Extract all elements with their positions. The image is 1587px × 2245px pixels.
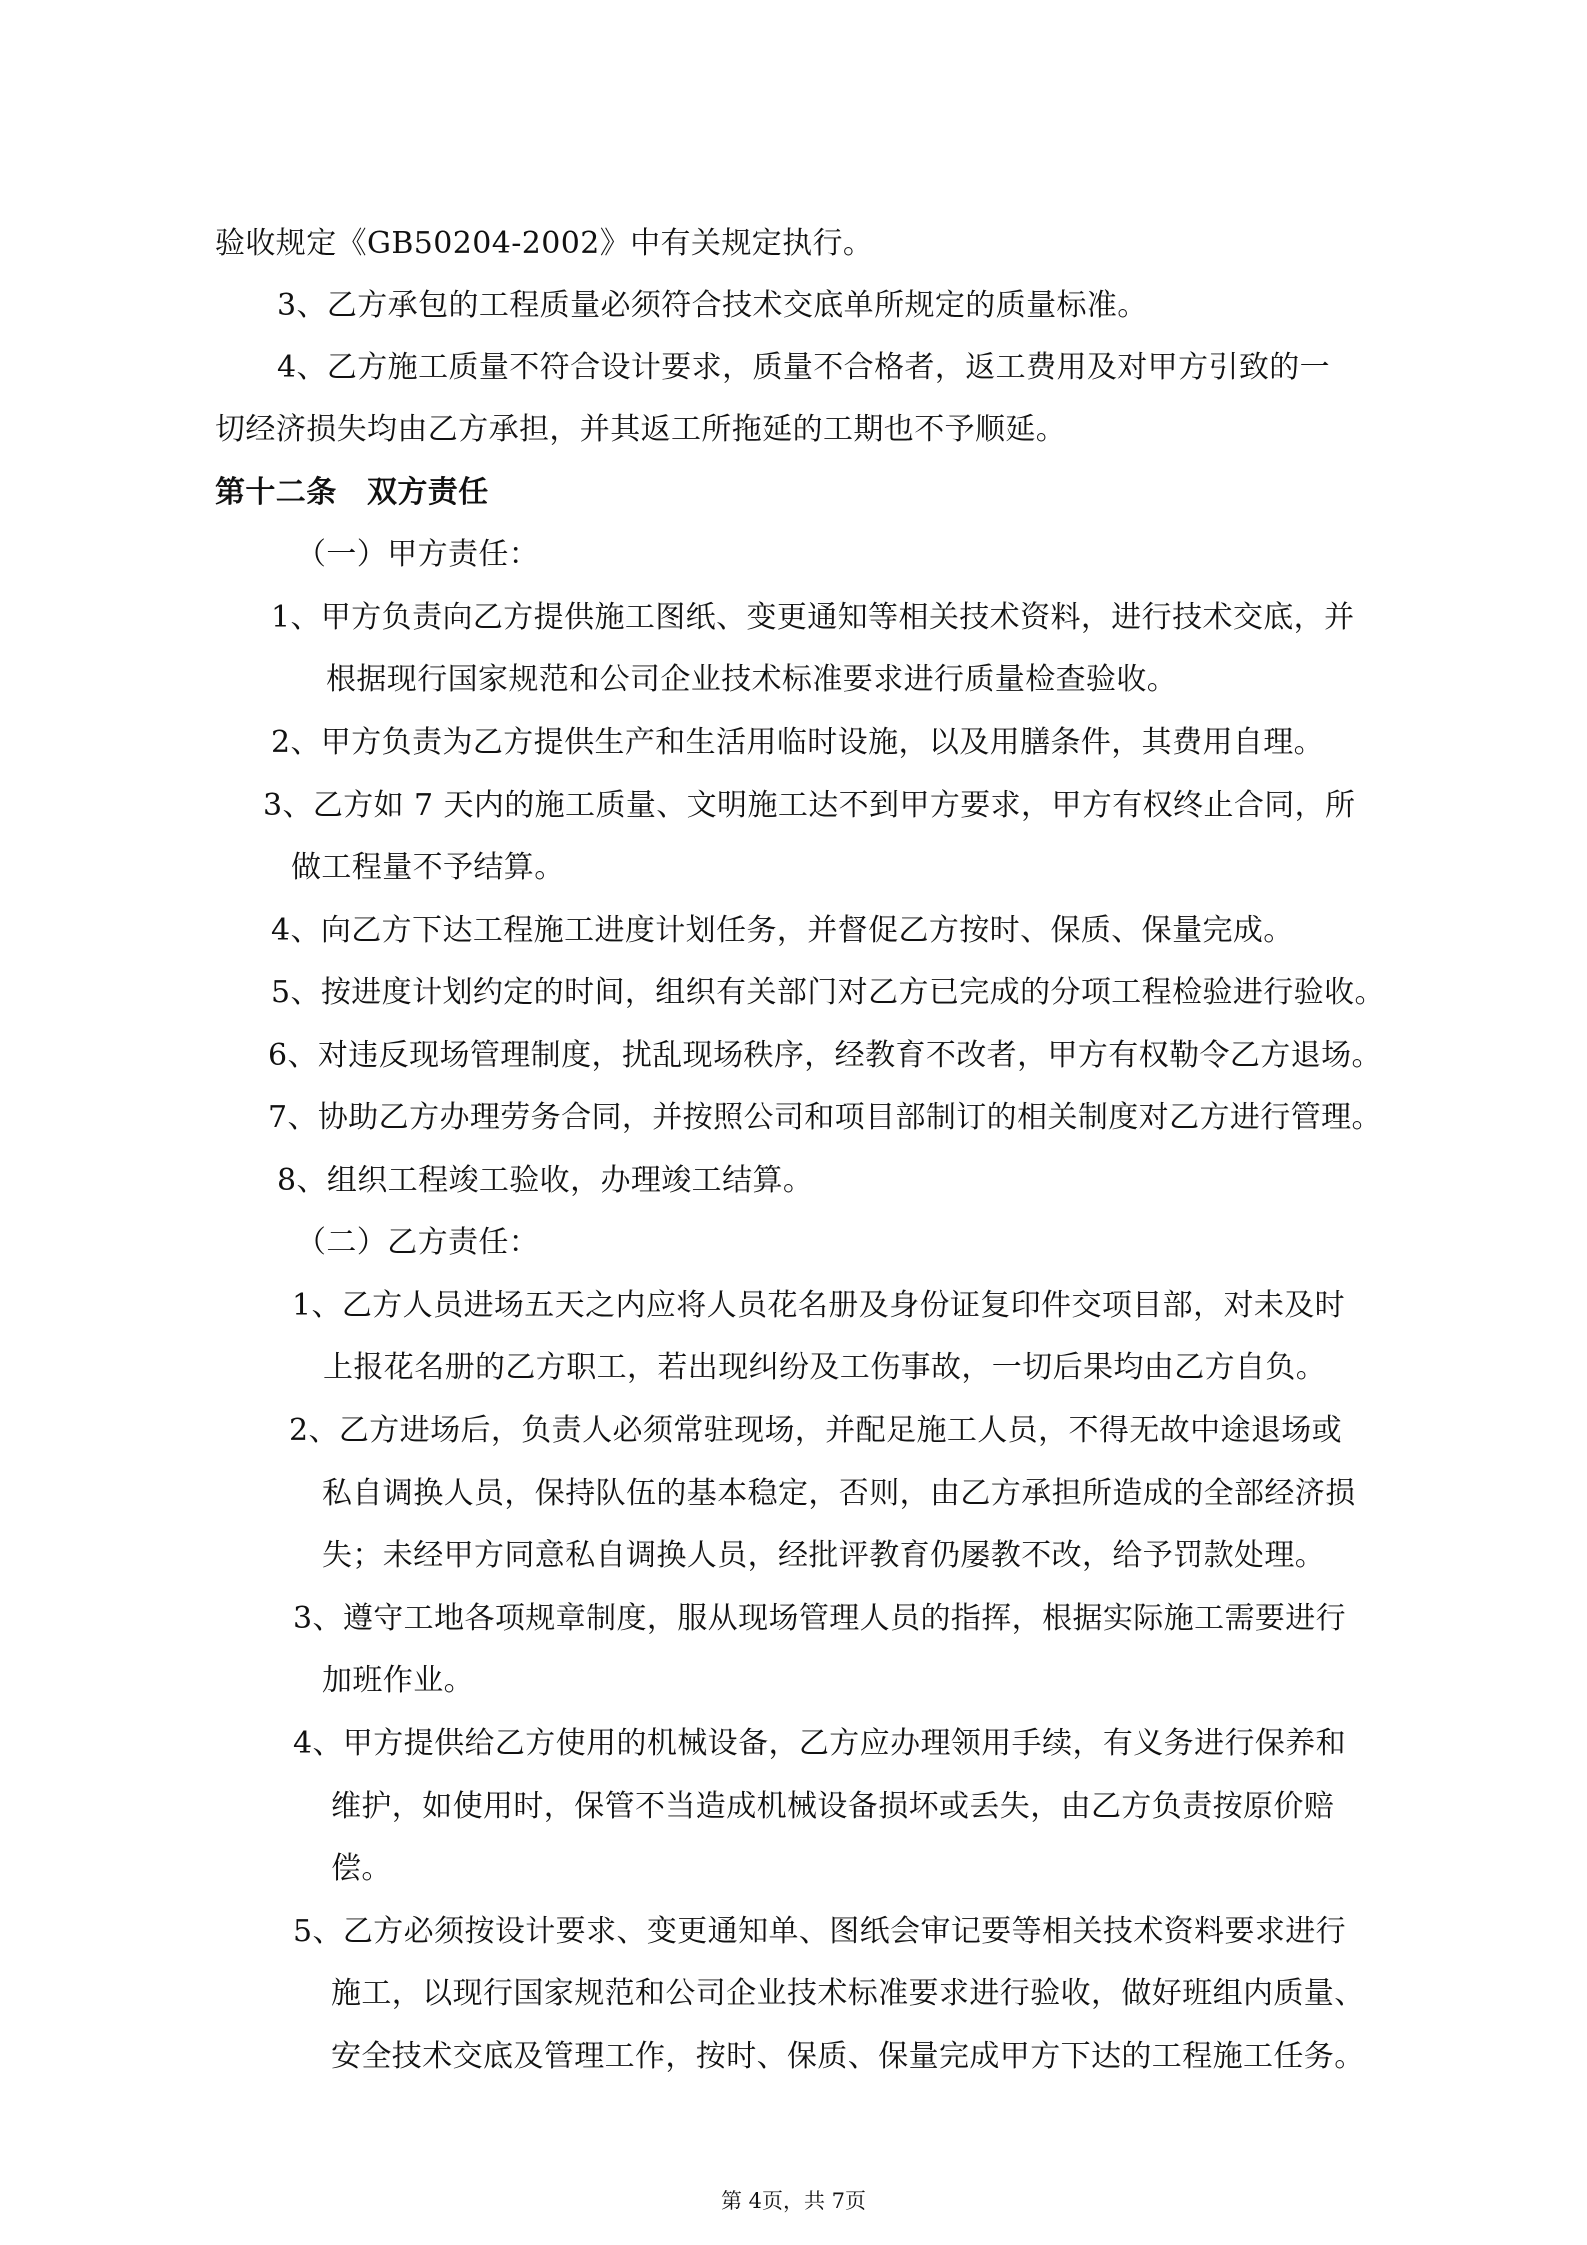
list-item-line: 7、协助乙方办理劳务合同，并按照公司和项目部制订的相关制度对乙方进行管理。 — [268, 1100, 1382, 1135]
list-item-line: 1、甲方负责向乙方提供施工图纸、变更通知等相关技术资料，进行技术交底，并 — [271, 600, 1355, 635]
subsection-heading: （一）甲方责任： — [296, 537, 540, 572]
list-item-line: 5、乙方必须按设计要求、变更通知单、图纸会审记要等相关技术资料要求进行 — [293, 1914, 1347, 1949]
text-line: 切经济损失均由乙方承担，并其返工所拖延的工期也不予顺延。 — [215, 412, 1067, 447]
list-item-continuation: 失；未经甲方同意私自调换人员，经批评教育仍屡教不改，给予罚款处理。 — [322, 1538, 1326, 1573]
list-item-continuation: 做工程量不予结算。 — [291, 850, 565, 885]
text-line: 验收规定《GB50204-2002》中有关规定执行。 — [215, 226, 874, 261]
section-heading: 第十二条 双方责任 — [215, 475, 489, 510]
list-item-continuation: 根据现行国家规范和公司企业技术标准要求进行质量检查验收。 — [326, 662, 1178, 697]
list-item-continuation: 上报花名册的乙方职工，若出现纠纷及工伤事故，一切后果均由乙方自负。 — [323, 1350, 1327, 1385]
list-item-continuation: 私自调换人员，保持队伍的基本稳定，否则，由乙方承担所造成的全部经济损 — [322, 1476, 1356, 1511]
list-item-line: 4、甲方提供给乙方使用的机械设备，乙方应办理领用手续，有义务进行保养和 — [293, 1726, 1347, 1761]
list-item-line: 2、甲方负责为乙方提供生产和生活用临时设施，以及用膳条件，其费用自理。 — [271, 725, 1325, 760]
list-item-line: 3、遵守工地各项规章制度，服从现场管理人员的指挥，根据实际施工需要进行 — [293, 1601, 1347, 1636]
list-item-line: 2、乙方进场后，负责人必须常驻现场，并配足施工人员，不得无故中途退场或 — [289, 1413, 1343, 1448]
list-item-continuation: 安全技术交底及管理工作，按时、保质、保量完成甲方下达的工程施工任务。 — [331, 2039, 1365, 2074]
list-item-line: 5、按进度计划约定的时间，组织有关部门对乙方已完成的分项工程检验进行验收。 — [271, 975, 1385, 1010]
list-item-line: 4、向乙方下达工程施工进度计划任务，并督促乙方按时、保质、保量完成。 — [271, 913, 1294, 948]
list-item-continuation: 维护，如使用时，保管不当造成机械设备损坏或丢失，由乙方负责按原价赔 — [331, 1789, 1335, 1824]
list-item-continuation: 施工，以现行国家规范和公司企业技术标准要求进行验收，做好班组内质量、 — [331, 1976, 1365, 2011]
list-item-line: 8、组织工程竣工验收，办理竣工结算。 — [277, 1163, 814, 1198]
list-item-line: 3、乙方如 7 天内的施工质量、文明施工达不到甲方要求，甲方有权终止合同，所 — [263, 788, 1356, 823]
subsection-heading: （二）乙方责任： — [296, 1225, 540, 1260]
page-number: 第 4页，共 7页 — [720, 2189, 867, 2213]
list-item-line: 3、乙方承包的工程质量必须符合技术交底单所规定的质量标准。 — [277, 288, 1148, 323]
list-item-line: 1、乙方人员进场五天之内应将人员花名册及身份证复印件交项目部，对未及时 — [292, 1288, 1346, 1323]
list-item-continuation: 偿。 — [331, 1851, 392, 1886]
list-item-line: 4、乙方施工质量不符合设计要求，质量不合格者，返工费用及对甲方引致的一 — [277, 350, 1331, 385]
list-item-line: 6、对违反现场管理制度，扰乱现场秩序，经教育不改者，甲方有权勒令乙方退场。 — [268, 1038, 1382, 1073]
list-item-continuation: 加班作业。 — [322, 1663, 474, 1698]
